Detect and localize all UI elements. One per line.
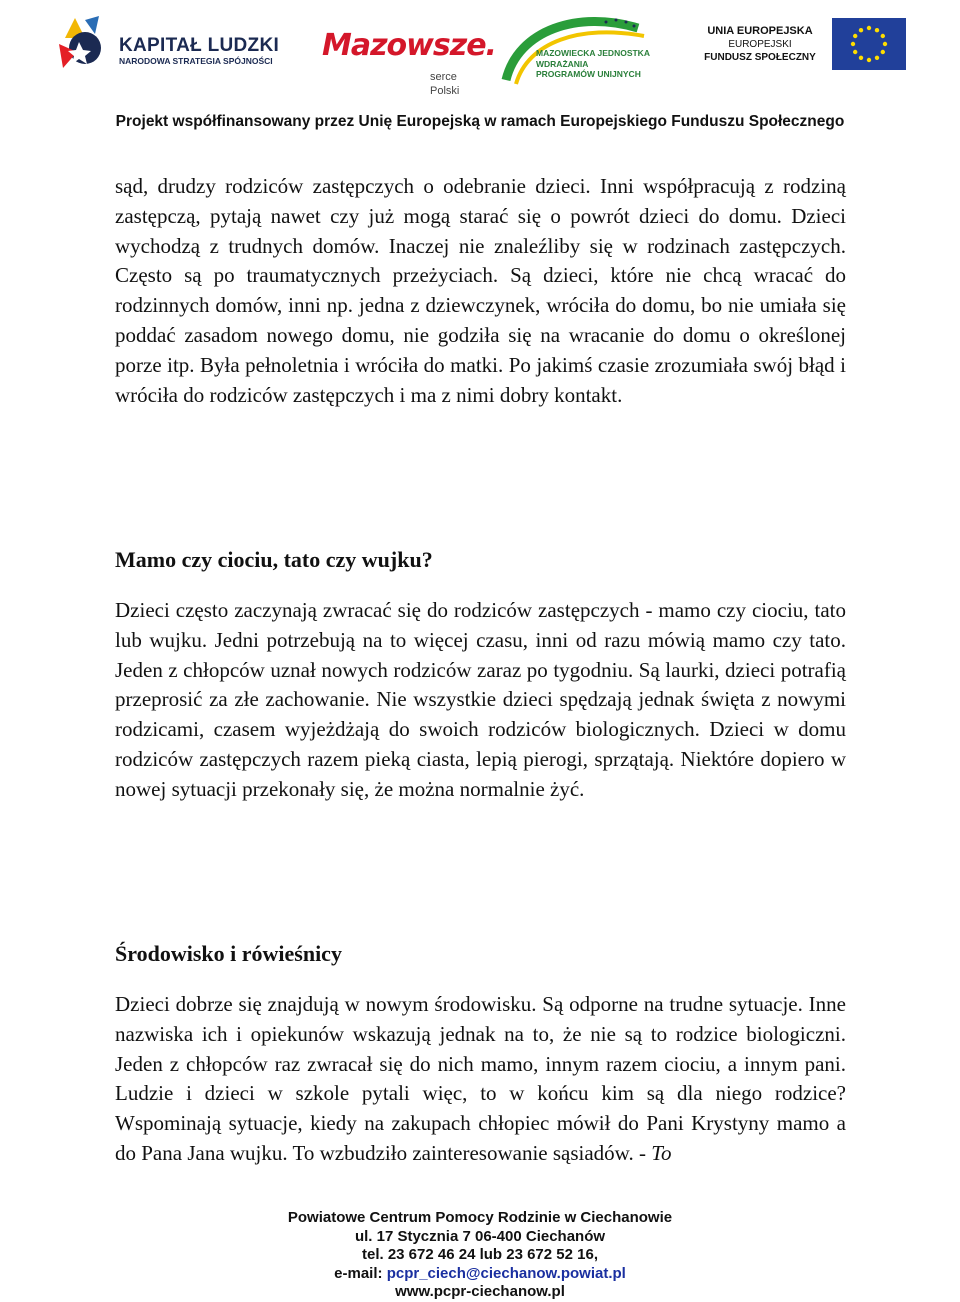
eu-line-3: FUNDUSZ SPOŁECZNY — [704, 52, 816, 63]
paragraph-1: sąd, drudzy rodziców zastępczych o odebranie dzieci. Inni współpracują z rodziną zastępczą, pytają nawet czy już mogą starać się o powrót dzieci do domu. Dzieci wychodzą z trudnych domów. Inaczej nie znaleźliby się w rodzinach zastępczych. Często są po traumatycznych przeżyciach. Są dzieci, które nie chcą wracać do rodzinnych domów, inni np. jedna z dziewczynek, wróciła do domu, bo nie umiała się poddać zasadom nowego domu, nie godziła się na wracanie do domu o określonej porze itp. Była pełnoletnia i wróciła do matki. Po jakimś czasie zrozumiała swój błąd i wróciła do rodziców zastępczych i ma z nimi dobry kontakt. — [115, 174, 846, 407]
section-heading-1: Mamo czy ciociu, tato czy wujku? — [115, 547, 433, 572]
eu-line-1: UNIA EUROPEJSKA — [707, 25, 813, 37]
project-cofinancing-line: Projekt współfinansowany przez Unię Europejską w ramach Europejskiego Funduszu Społecznego — [115, 113, 845, 130]
mjwpu-line-3: PROGRAMÓW UNIJNYCH — [536, 69, 641, 79]
eu-flag-icon — [832, 18, 906, 70]
section-heading-2: Środowisko i rówieśnicy — [115, 941, 342, 966]
footer-phone: tel. 23 672 46 24 lub 23 672 52 16, — [361, 1246, 598, 1263]
mazowsze-subtitle: serce Polski — [430, 71, 460, 97]
paragraph-3-italic-tail: To — [651, 1140, 672, 1165]
paragraph-2: Dzieci często zaczynają zwracać się do rodziców zastępczych - mamo czy ciociu, tato lub wujku. Jedni potrzebują na to więcej czasu, inni od razu mówią mamo czy tato. Jeden z chłopców uznał nowych rodziców zaraz po tygodniu. Są laurki, dzieci potrafią przeprosić za złe zachowanie. Nie wszystkie dzieci spędzają jednak święta z nowymi rodzicami, czasem wyjeżdżają do swoich rodziców biologicznych. Dzieci w domu rodziców zastępczych razem pieką ciasta, lepią pierogi, sprzątają. Niektóre dopiero w nowej sytuacji przekonały się, że można normalnie żyć. — [115, 598, 846, 801]
mazowsze-logo — [322, 28, 496, 97]
eu-line-2: EUROPEJSKI — [728, 39, 792, 50]
paragraph-3 — [115, 990, 846, 1169]
mazowsze-title: Mazowsze. — [322, 28, 496, 63]
footer — [0, 1209, 960, 1302]
kapital-ludzki-title: KAPITAŁ LUDZKI — [119, 35, 280, 56]
mjwpu-line-2: WDRAŻANIA — [536, 58, 589, 69]
mjwpu-line-1: MAZOWIECKA JEDNOSTKA — [536, 48, 650, 58]
footer-org-name: Powiatowe Centrum Pomocy Rodzinie w Ciechanowie — [287, 1209, 673, 1226]
mjwpu-logo — [498, 10, 668, 94]
paragraph-3-text: Dzieci dobrze się znajdują w nowym środowisku. Są odporne na trudne sytuacje. Inne nazwiska ich i opiekunów wskazują jednak na to, że nie są to rodzice biologiczni. Jeden z chłopców raz zwracał się do nich mamo, innym razem ciociu, a innym pani. Ludzie i dzieci w szkole pytali więc, to w końcu kim są dla niego rodzice? Wspominają sytuacje, kiedy na zakupach chłopiec mówił do Pani Krystyny mamo a do Pana Jana wujku. To wzbudziło zainteresowanie sąsiadów. - — [115, 992, 846, 1165]
footer-email-label: e-mail: — [334, 1264, 383, 1282]
eu-logo — [700, 16, 910, 76]
footer-address: ul. 17 Stycznia 7 06-400 Ciechanów — [354, 1227, 606, 1245]
footer-email-line — [0, 1265, 960, 1284]
kapital-ludzki-logo — [55, 14, 285, 78]
footer-website-link[interactable]: www.pcpr-ciechanow.pl — [395, 1283, 565, 1300]
kapital-ludzki-emblem-icon — [55, 14, 115, 78]
footer-email-link[interactable]: pcpr_ciech@ciechanow.powiat.pl — [386, 1264, 626, 1282]
kapital-ludzki-subtitle: NARODOWA STRATEGIA SPÓJNOŚCI — [119, 56, 273, 66]
header-logos — [0, 0, 960, 100]
